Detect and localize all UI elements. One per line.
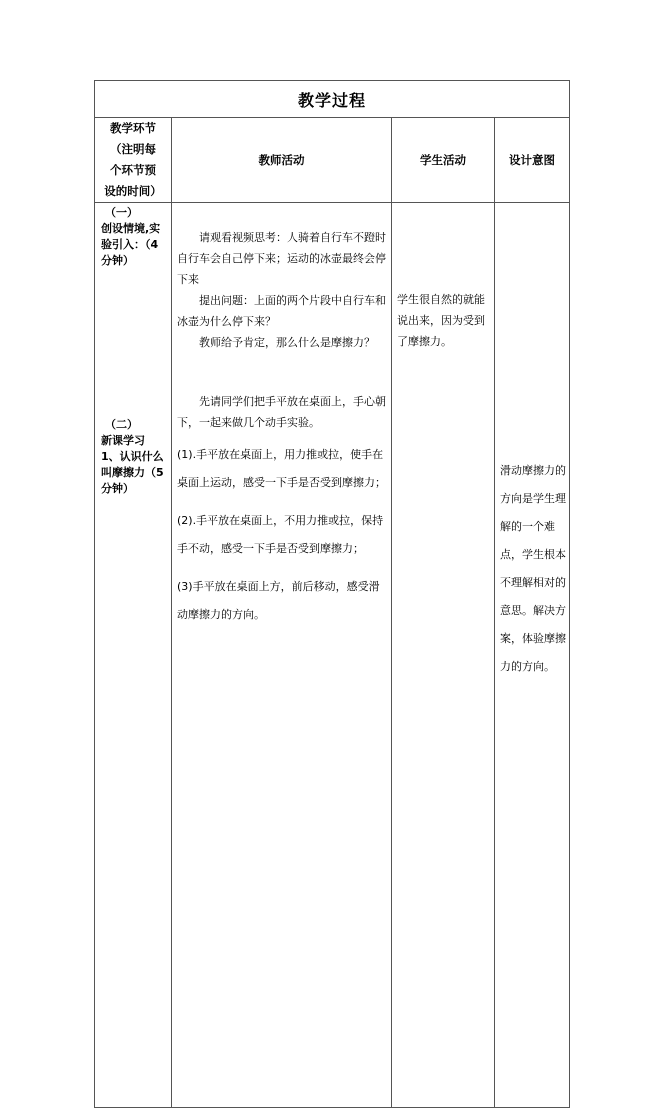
stage-two-line: 新课学习 <box>101 434 145 447</box>
header-stage-line: 设的时间） <box>104 184 162 198</box>
stage-two-line: 1、认识什么 <box>101 450 164 463</box>
stage-cell <box>95 203 172 1108</box>
teacher-activity-cell <box>172 203 392 1108</box>
stage-one-line: 创设情境,实 <box>101 222 161 235</box>
header-stage-line: 个环节预 <box>110 163 156 177</box>
experiment-step-1: (1).手平放在桌面上，用力推或拉，使手在桌面上运动，感受一下手是否受到摩擦力； <box>177 448 386 489</box>
student-activity-cell: 学生很自然的就能说出来，因为受到了摩擦力。 <box>392 203 495 1108</box>
table-title: 教学过程 <box>95 81 570 118</box>
header-stage <box>95 118 172 203</box>
experiment-step-2: (2).手平放在桌面上，不用力推或拉，保持手不动，感受一下手是否受到摩擦力； <box>177 514 384 555</box>
teacher-paragraph-experiment: 先请同学们把手平放在桌面上，手心朝下，一起来做几个动手实验。 <box>177 395 386 429</box>
lesson-process-table <box>94 80 570 1108</box>
stage-one-line: 验引入：（4 <box>101 238 159 251</box>
header-student-activity: 学生活动 <box>392 118 495 203</box>
header-stage-line: 教学环节 <box>110 121 156 135</box>
header-design-intent: 设计意图 <box>495 118 570 203</box>
stage-one-line: 分钟） <box>101 254 134 267</box>
stage-two-number: （二） <box>105 418 138 431</box>
header-teacher-activity: 教师活动 <box>172 118 392 203</box>
stage-one-number: （一） <box>105 206 138 219</box>
stage-two-line: 分钟） <box>101 482 134 495</box>
design-intent-cell: 滑动摩擦力的方向是学生理解的一个难点，学生根本不理解相对的意思。解决方案，体验摩擦力的方向。 <box>495 203 570 1108</box>
teacher-paragraph-question: 提出问题：上面的两个片段中自行车和冰壶为什么停下来？ <box>177 294 386 328</box>
teacher-paragraph-video: 请观看视频思考：人骑着自行车不蹬时自行车会自己停下来；运动的冰壶最终会停下来 <box>177 231 386 286</box>
teacher-paragraph-affirm: 教师给予肯定，那么什么是摩擦力？ <box>199 336 375 349</box>
stage-two-line: 叫摩擦力（5 <box>101 466 164 479</box>
header-stage-line: （注明每 <box>110 142 156 156</box>
experiment-step-3: (3)手平放在桌面上方，前后移动，感受滑动摩擦力的方向。 <box>177 580 380 621</box>
